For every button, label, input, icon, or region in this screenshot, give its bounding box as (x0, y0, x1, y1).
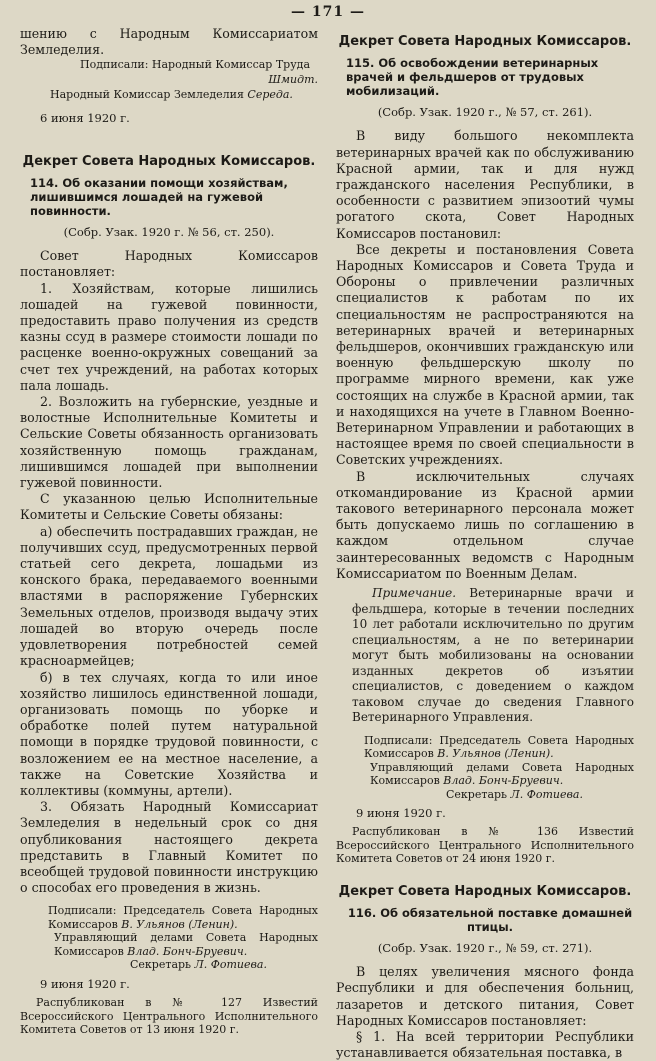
paragraph: 1. Хозяйствам, которые лишились лошадей на гужевой повинности, предоставить право получения из средств казны ссуд в размере стоимости лошади по расценке военно-окружных совещаний за счет тех учреждений, на работах которых пала лошадь. (20, 280, 318, 393)
continuation-text: шению с Народным Комиссариатом Земледелия. (20, 26, 318, 58)
page-number: — 171 — (291, 4, 365, 20)
decree-heading: Декрет Совета Народных Комиссаров. (338, 34, 632, 49)
decree-title: 115. Об освобождении ветеринарных врачей и фельдшеров от трудовых мобилизаций. (346, 56, 599, 99)
decree-heading: Декрет Совета Народных Комиссаров. (22, 153, 316, 169)
signature-block: Подписали: Председатель Совета Народных Комиссаров В. Ульянов (Ленин). (364, 733, 634, 761)
decree-heading: Декрет Совета Народных Комиссаров. (338, 883, 632, 899)
paragraph: а) обеспечить пострадавших граждан, не получивших ссуд, предусмотренных первой статьей сего декрета, лошадьми из конского брака, передаваемого военными властями в распоряжение Губернских Земельных отделов, производя выдачу этих лошадей во вторую очередь после удовлетворения потребностей семей красноармейцев; (20, 523, 318, 669)
note-paragraph: Примечание. Ветеринарные врачи и фельдшера, которые в течении последних 10 лет работали исключительно по другим специальностям, а не по ветеринарии могут быть мобилизованы на основании изданных декретов об изъятии специалистов, с доведением о каждом таковом случае до сведения Главного Ветеринарного Управления. (352, 586, 634, 725)
signature-block: Секретарь Л. Фотиева. (446, 787, 583, 801)
decree-date: 9 июня 1920 г. (356, 806, 446, 821)
decree-date: 6 июня 1920 г. (40, 110, 130, 125)
paragraph: С указанною целью Исполнительные Комитеты и Сельские Советы обязаны: (20, 491, 318, 523)
signature-line: Народный Комиссар Земледелия Середа. (50, 88, 293, 102)
paragraph: В целях увеличения мясного фонда Республики и для обеспечения больниц, лазаретов и детского питания, Совет Народных Комиссаров постановляет: (336, 964, 634, 1028)
signature-block: Управляющий делами Совета Народных Комиссаров Влад. Бонч-Бруевич. (54, 931, 318, 958)
right-column (336, 26, 634, 1061)
signature-block: Подписали: Председатель Совета Народных Комиссаров В. Ульянов (Ленин). (48, 904, 318, 931)
decree-date: 9 июня 1920 г. (40, 976, 130, 991)
decree-source: (Собр. Узак. 1920 г., № 57, ст. 261). (377, 105, 593, 120)
paragraph: Все декреты и постановления Совета Народных Комиссаров и Совета Труда и Обороны о привлечении различных специалистов к работам по их специальностям не распространяются на ветеринарных врачей и ветеринарных фельдшеров, окончивших гражданскую или военную фельдшерскую школу по программе мирного времени, как уже состоящих на службе в Красной армии, так и находящихся на учете в Главном Военно-Ветеринарном Управлении и работающих в настоящее время по своей специальности в Советских учреждениях. (336, 241, 634, 468)
publication-note: Распубликован в № 136 Известий Всероссийского Центрального Исполнительного Комитета Советов от 24 июня 1920 г. (336, 825, 634, 866)
decree-title: 116. Об обязательной поставке домашней птицы. (347, 906, 633, 934)
decree-source: (Собр. Узак. 1920 г., № 59, ст. 271). (377, 941, 593, 955)
paragraph: Совет Народных Комиссаров постановляет: (20, 248, 318, 280)
left-column (20, 26, 318, 1037)
paragraph: В виду большого некомплекта ветеринарных врачей как по обслуживанию Красной армии, так и для нужд гражданского населения Республики, в особенности с развитием эпизоотий чумы рогатого скота, Совет Народных Комиссаров постановил: (336, 128, 634, 241)
signature-line: Подписали: Народный Комиссар Труда (80, 58, 311, 72)
signature-block: Управляющий делами Совета Народных Комиссаров Влад. Бонч-Бруевич. (370, 760, 634, 788)
decree-source: (Собр. Узак. 1920 г. № 56, ст. 250). (63, 225, 275, 240)
paragraph: § 1. На всей территории Республики устанавливается обязательная поставка, в (336, 1029, 634, 1061)
paragraph: 2. Возложить на губернские, уездные и волостные Исполнительные Комитеты и Сельские Советы обязанность организовать хозяйственную помощь гражданам, лишившимся лошадей при выполнении гужевой повинности. (20, 394, 318, 491)
paragraph: б) в тех случаях, когда то или иное хозяйство лишилось единственной лошади, организовать помощь по уборке и обработке полей путем натуральной помощи в порядке трудовой повинности, с возложением ее на местное население, а также на Советские Хозяйства и коллективы (коммуны, артели). (20, 669, 318, 798)
signature-block: Секретарь Л. Фотиева. (130, 958, 267, 972)
decree-title: 114. Об оказании помощи хозяйствам, лишившимся лошадей на гужевой повинности. (30, 176, 288, 219)
signature-name: Шмидт. (268, 72, 318, 86)
paragraph: В исключительных случаях откомандирование из Красной армии такового ветеринарного персонала может быть допускаемо лишь по соглашению в каждом отдельном случае заинтересованных ведомств с Народным Комиссариатом по Военным Делам. (336, 468, 634, 581)
publication-note: Распубликован в № 127 Известий Всероссийского Центрального Исполнительного Комитета Советов от 13 июня 1920 г. (20, 996, 318, 1037)
paragraph: 3. Обязать Народный Комиссариат Земледелия в недельный срок со дня опубликования настоящего декрета представить в Главный Комитет по всеобщей трудовой повинности инструкцию о способах его проведения в жизнь. (20, 799, 318, 896)
